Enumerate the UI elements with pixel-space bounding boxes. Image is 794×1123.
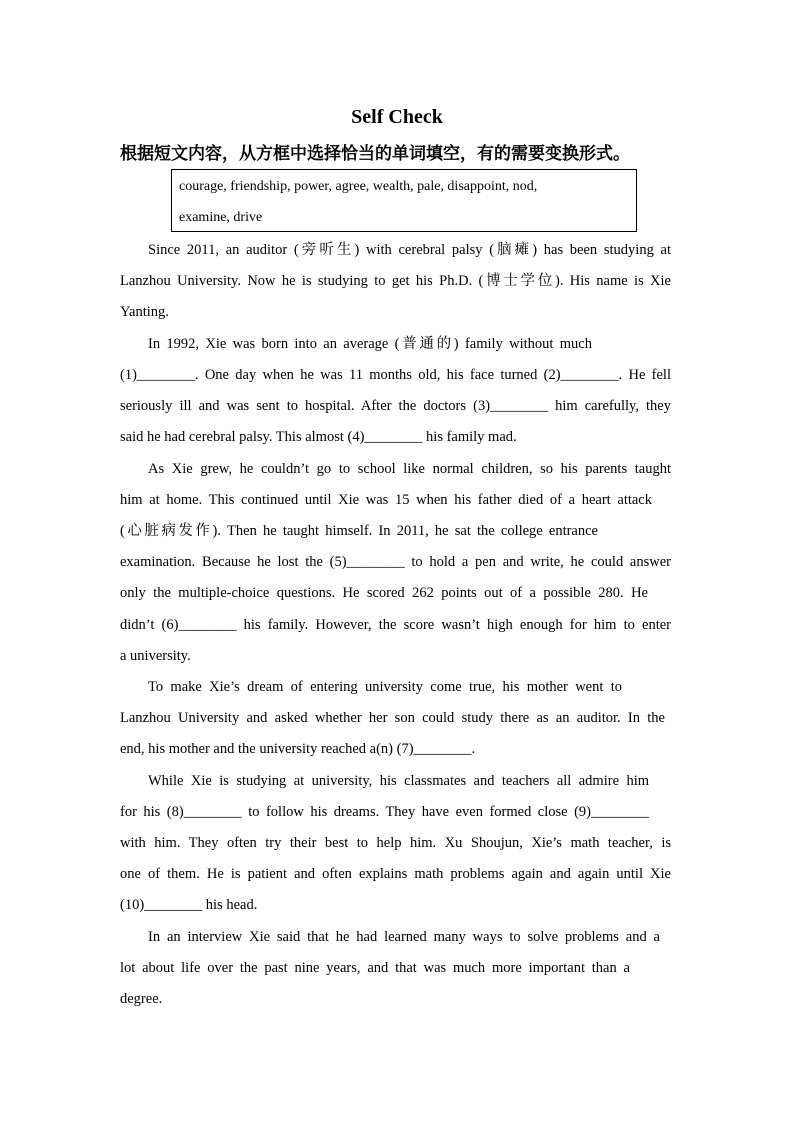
passage-line: end, his mother and the university reached a(n) (7)________. — [120, 741, 476, 757]
passage-line: one of them. He is patient and often explains math problems again and again until Xie — [120, 866, 671, 882]
passage-line: seriously ill and was sent to hospital. After the doctors (3)________ him carefully, they — [120, 398, 671, 414]
word-bank-line-1: courage, friendship, power, agree, wealth, pale, disappoint, nod, — [179, 179, 538, 194]
passage-line: (10)________ his head. — [120, 897, 258, 913]
instruction-text: 根据短文内容，从方框中选择恰当的单词填空，有的需要变换形式。 — [120, 144, 630, 163]
passage-line: only the multiple-choice questions. He scored 262 points out of a possible 280. He — [120, 585, 648, 601]
word-bank-line-2: examine, drive — [179, 210, 263, 225]
page-title: Self Check — [351, 106, 443, 128]
passage-line: lot about life over the past nine years, and that was much more important than a — [120, 960, 630, 976]
passage-line: In 1992, Xie was born into an average (普通的) family without much — [148, 336, 592, 352]
passage-line: didn’t (6)________ his family. However, the score wasn’t high enough for him to enter — [120, 617, 671, 633]
passage-line: with him. They often try their best to help him. Xu Shoujun, Xie’s math teacher, is — [120, 835, 671, 851]
passage-line: Lanzhou University. Now he is studying to get his Ph.D. (博士学位). His name is Xie — [120, 273, 671, 289]
passage-line: Since 2011, an auditor (旁听生) with cerebral palsy (脑瘫) has been studying at — [148, 242, 671, 258]
passage-line: Yanting. — [120, 304, 169, 320]
passage-line: To make Xie’s dream of entering university come true, his mother went to — [148, 679, 622, 695]
passage-line: As Xie grew, he couldn’t go to school like normal children, so his parents taught — [148, 461, 671, 477]
passage-line: degree. — [120, 991, 163, 1007]
word-bank-box — [171, 169, 637, 232]
passage-line: While Xie is studying at university, his classmates and teachers all admire him — [148, 773, 649, 789]
passage-line: examination. Because he lost the (5)________ to hold a pen and write, he could answer — [120, 554, 671, 570]
passage-line: (心脏病发作). Then he taught himself. In 2011, he sat the college entrance — [120, 523, 598, 539]
passage-line: a university. — [120, 648, 191, 664]
passage-line: (1)________. One day when he was 11 months old, his face turned (2)________. He fell — [120, 367, 671, 383]
passage-line: him at home. This continued until Xie was 15 when his father died of a heart attack — [120, 492, 652, 508]
passage-line: said he had cerebral palsy. This almost (4)________ his family mad. — [120, 429, 517, 445]
passage-line: for his (8)________ to follow his dreams. They have even formed close (9)________ — [120, 804, 649, 820]
passage-line: Lanzhou University and asked whether her son could study there as an auditor. In the — [120, 710, 665, 726]
passage-line: In an interview Xie said that he had learned many ways to solve problems and a — [148, 929, 660, 945]
